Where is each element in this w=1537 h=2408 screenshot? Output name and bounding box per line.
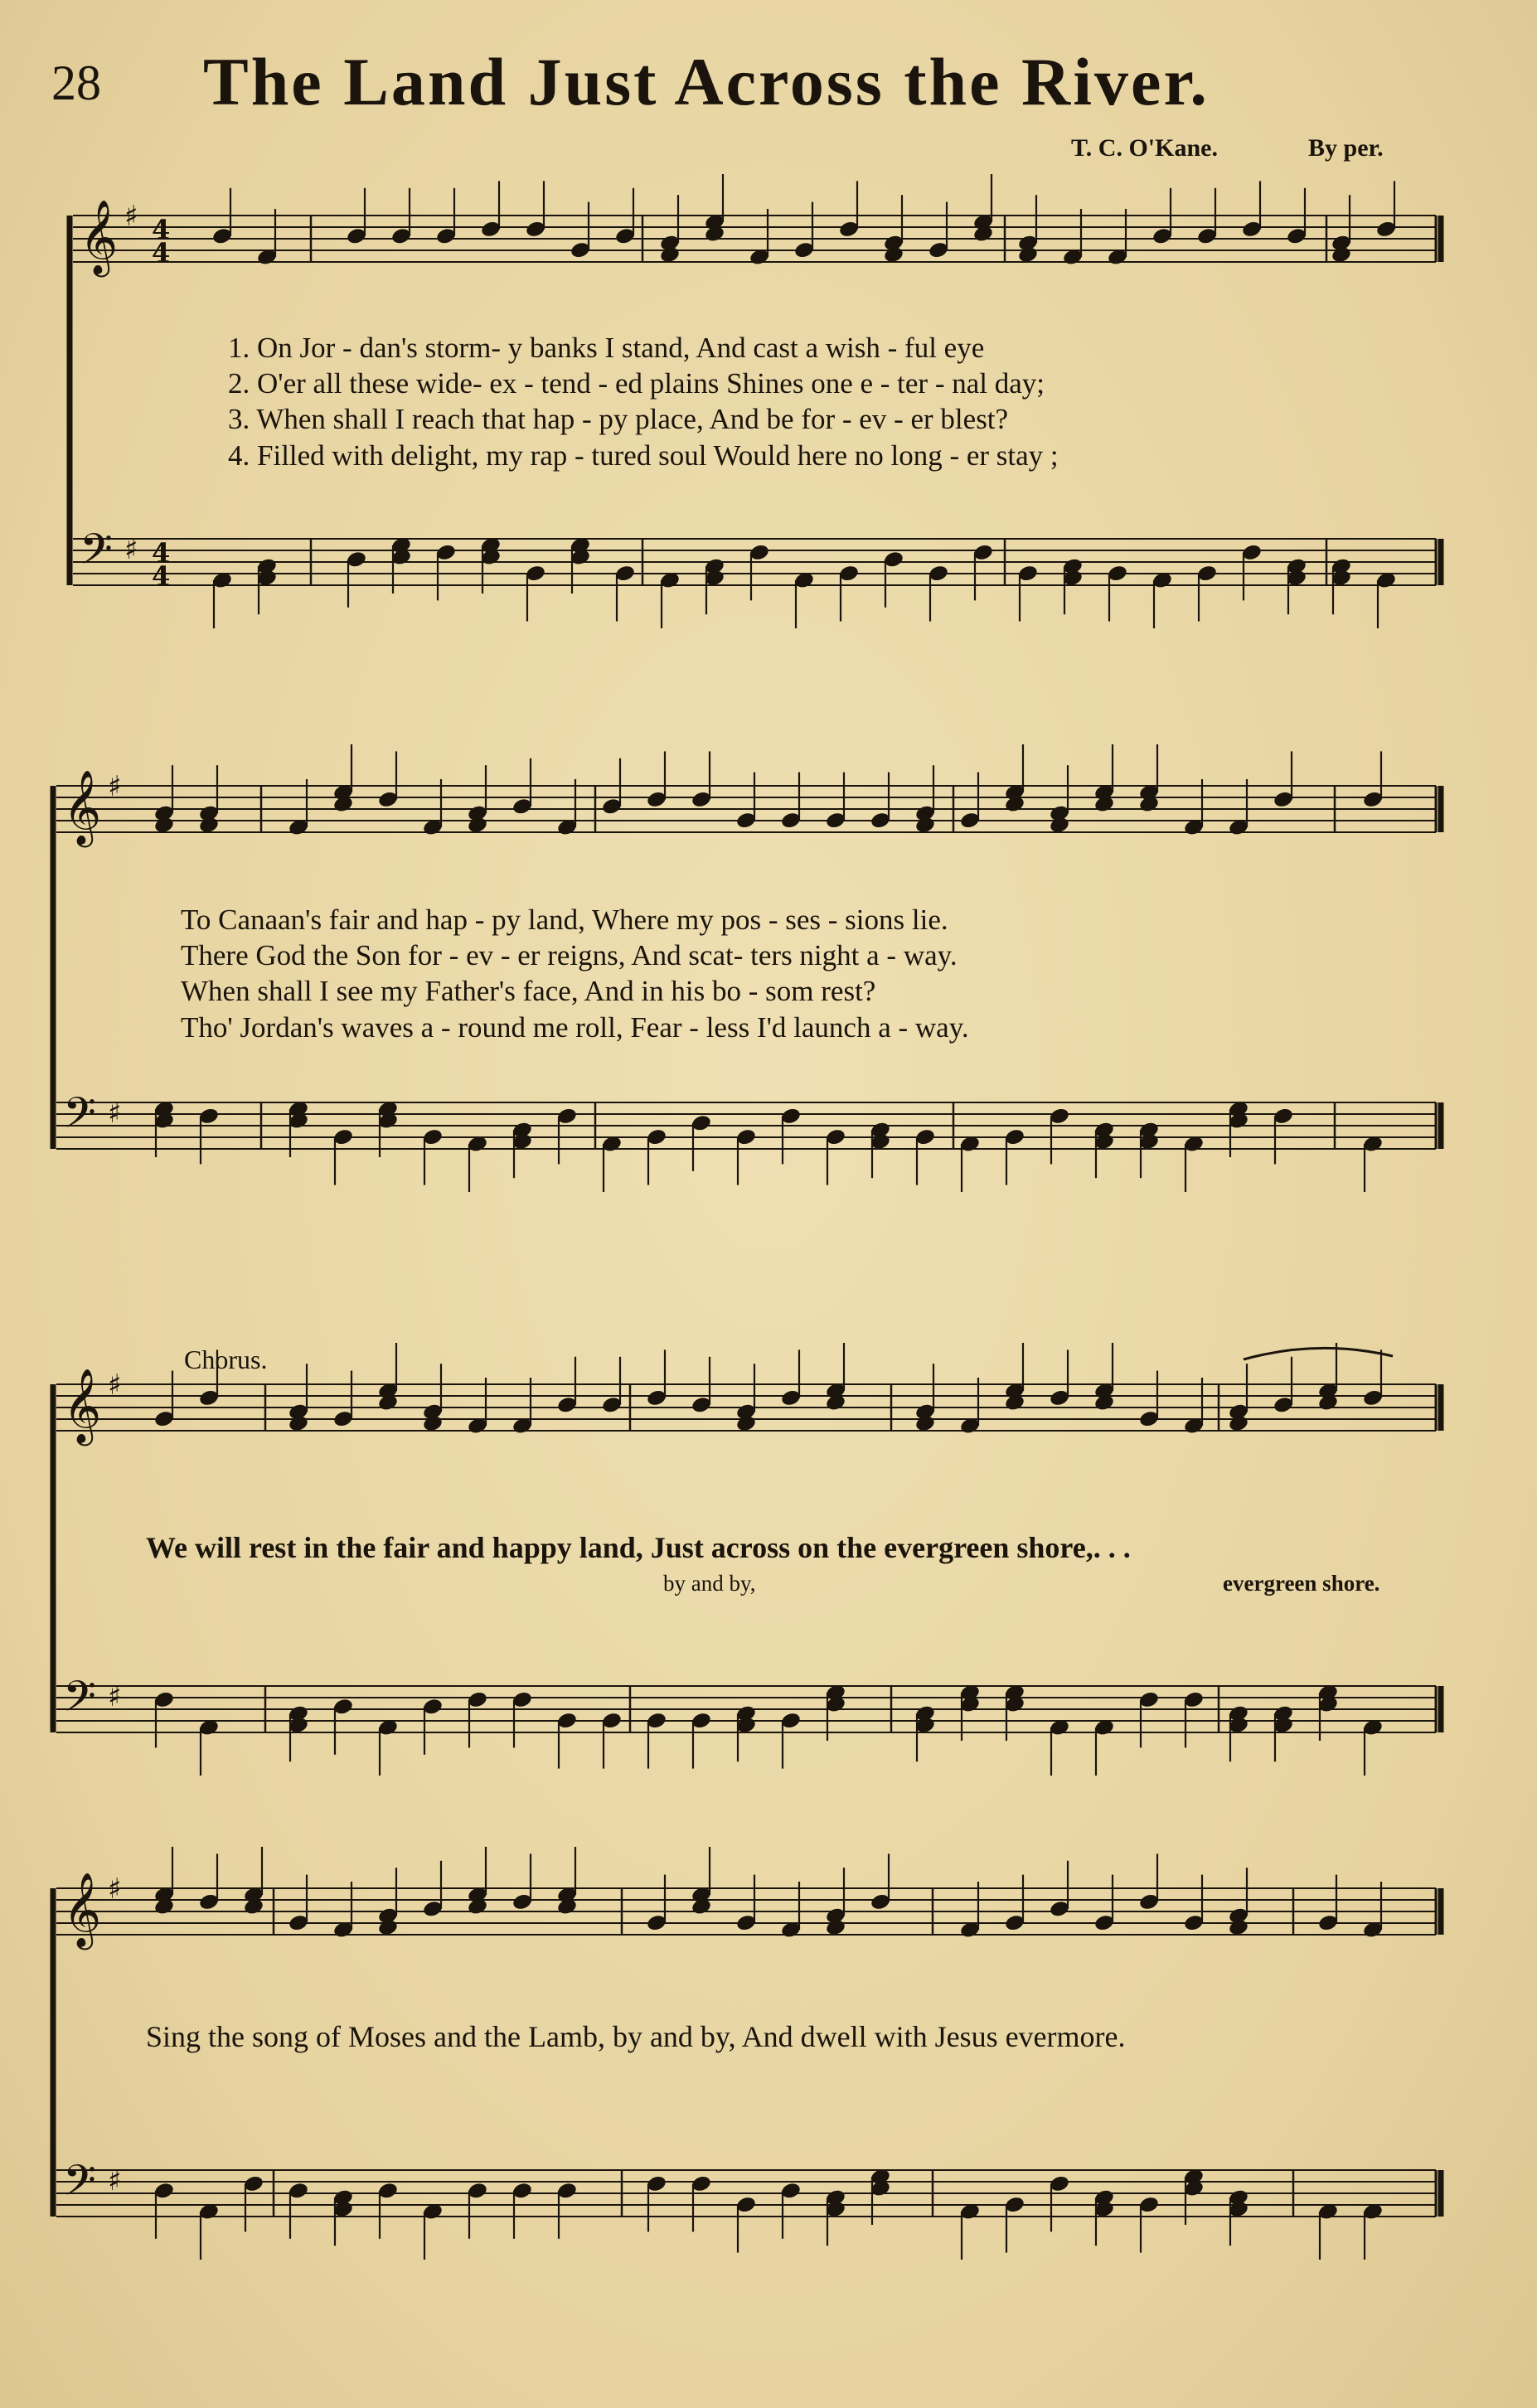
time-signature-bottom: 4 — [152, 560, 171, 592]
chorus-echo-lyric: evergreen shore. — [1223, 1571, 1380, 1596]
hymn-title: The Land Just Across the River. — [203, 44, 1210, 119]
verse-line: There God the Son for - ev - er reigns, And scat- ters night a - way. — [181, 939, 958, 971]
bass-clef-icon: 𝄢 — [63, 2155, 96, 2216]
treble-clef-icon: 𝄞 — [63, 1873, 102, 1947]
bass-clef-icon: 𝄢 — [63, 1671, 96, 1732]
composer-credit: T. C. O'Kane. — [1071, 134, 1218, 162]
time-signature-bottom: 4 — [152, 237, 171, 269]
verse-line: 3. When shall I reach that hap - py place, And be for - ev - er blest? — [228, 403, 1009, 435]
sharp-icon: ♯ — [108, 770, 122, 803]
sharp-icon: ♯ — [108, 1873, 122, 1906]
permission-note: By per. — [1308, 134, 1384, 162]
sharp-icon: ♯ — [124, 533, 138, 566]
slur-mark — [1244, 1348, 1393, 1359]
verse-line: 2. O'er all these wide- ex - tend - ed plains Shines one e - ter - nal day; — [228, 367, 1045, 400]
verse-line: 4. Filled with delight, my rap - tured soul Would here no long - er stay ; — [228, 439, 1059, 472]
sharp-icon: ♯ — [108, 2164, 122, 2197]
sharp-icon: ♯ — [108, 1369, 122, 1402]
sharp-icon: ♯ — [124, 200, 138, 233]
sharp-icon: ♯ — [108, 1680, 122, 1713]
chorus-lyric-line-2: Sing the song of Moses and the Lamb, by and by, And dwell with Jesus evermore. — [146, 2020, 1126, 2053]
chorus-lyric-line-1: We will rest in the fair and happy land, Just across on the evergreen shore,. . . — [146, 1531, 1131, 1564]
time-signature-top: 4 — [152, 214, 171, 245]
time-signature-top: 4 — [152, 537, 171, 569]
verse-line: When shall I see my Father's face, And in his bo - som rest? — [181, 975, 876, 1007]
bass-clef-icon: 𝄢 — [80, 524, 113, 584]
bass-clef-icon: 𝄢 — [63, 1088, 96, 1148]
chorus-echo-lyric: by and by, — [663, 1571, 756, 1596]
treble-clef-icon: 𝄞 — [63, 770, 102, 845]
treble-clef-icon: 𝄞 — [63, 1369, 102, 1443]
page-number: 28 — [51, 56, 101, 110]
sharp-icon: ♯ — [108, 1097, 122, 1130]
treble-clef-icon: 𝄞 — [80, 200, 119, 274]
chorus-label: Chorus. — [184, 1345, 268, 1374]
verse-line: 1. On Jor - dan's storm- y banks I stand, And cast a wish - ful eye — [228, 332, 985, 364]
verse-line: To Canaan's fair and hap - py land, Where my pos - ses - sions lie. — [181, 904, 948, 936]
verse-line: Tho' Jordan's waves a - round me roll, Fear - less I'd launch a - way. — [181, 1011, 969, 1044]
